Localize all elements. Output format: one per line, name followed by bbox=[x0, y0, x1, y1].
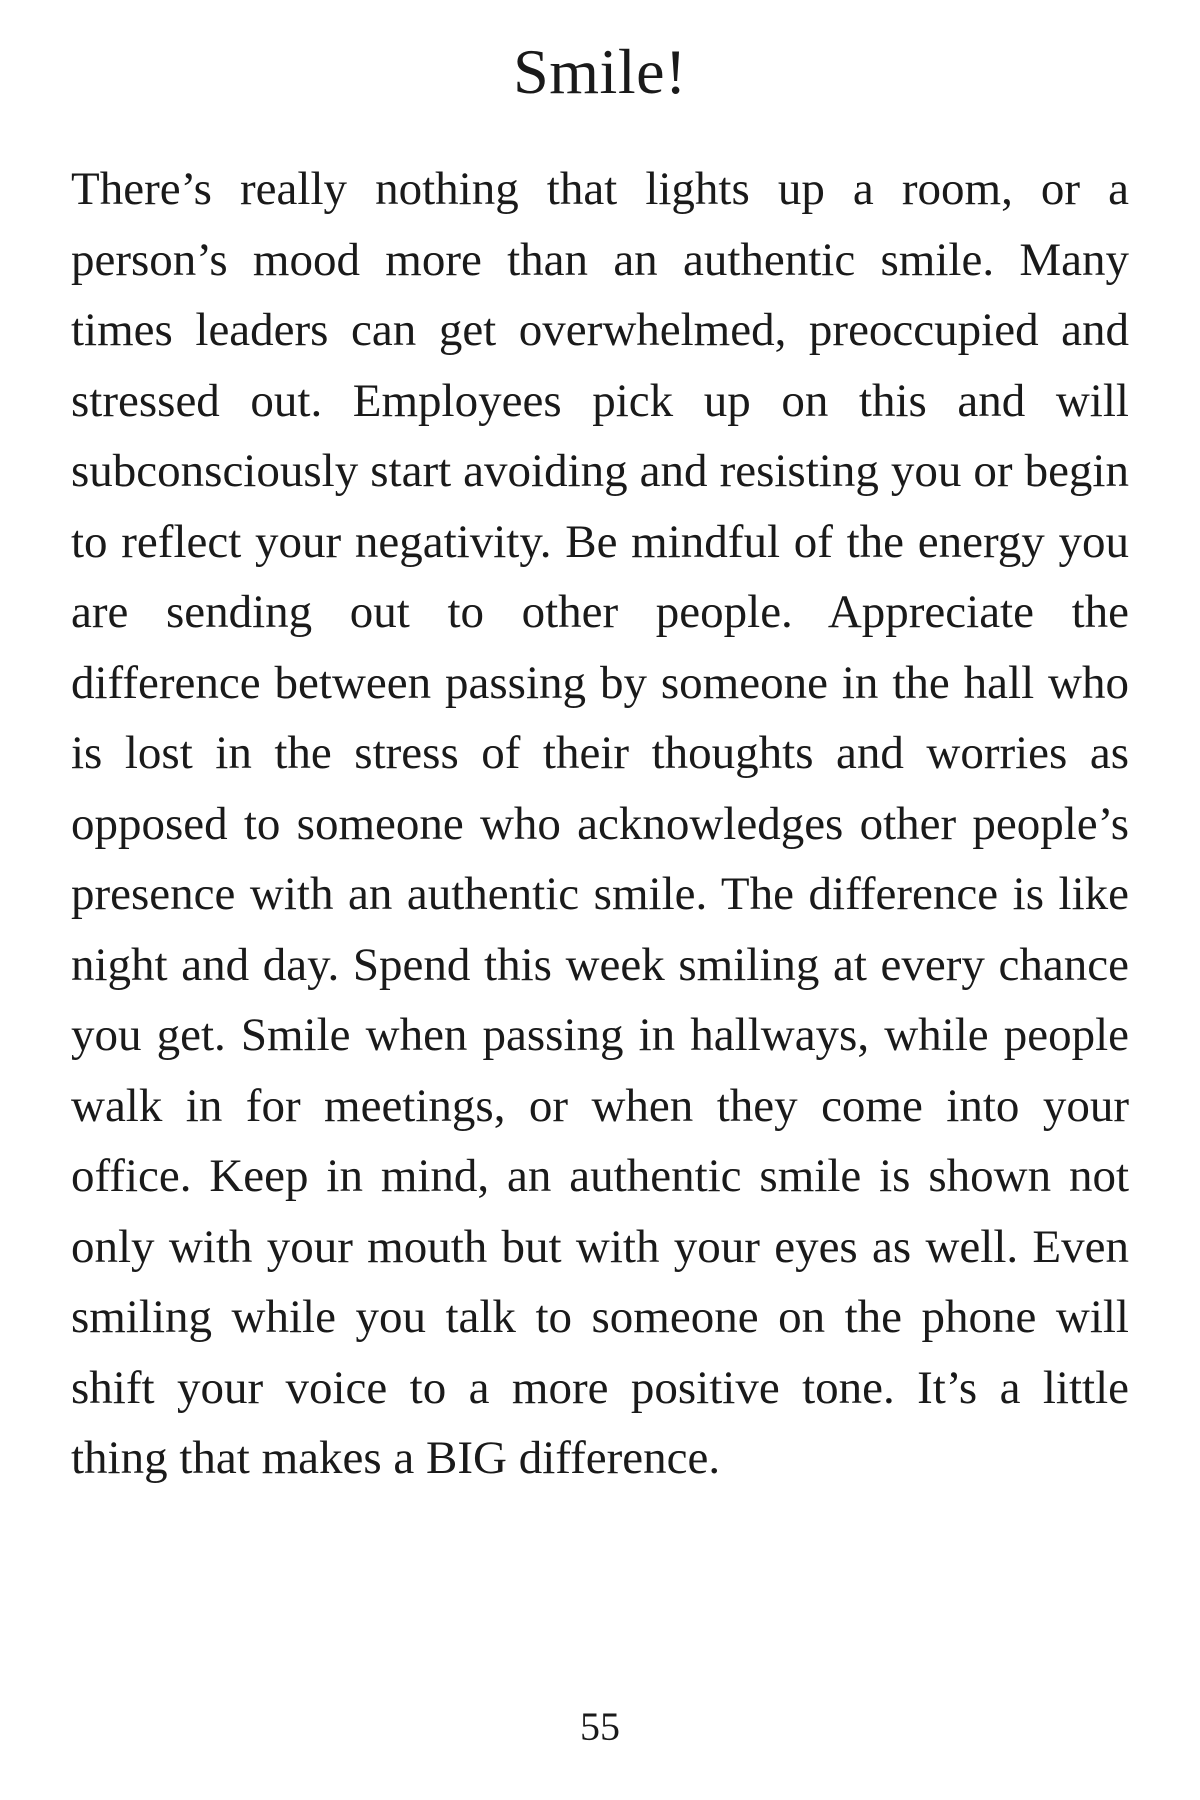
page-number: 55 bbox=[580, 1704, 620, 1749]
body-paragraph: There’s really nothing that lights up a room, or a person’s mood more than an authentic smile. Many times leaders can get overwhelmed, preoccupied and stressed out. Employees pick up on this and will subconsciously start avoiding and resisting you or begin to reflect your negativity. Be mindful of the energy you are sending out to other people. Appreciate the difference between passing by someone in the hall who is lost in the stress of their thoughts and worries as opposed to someone who acknowledges other people’s presence with an authentic smile. The difference is like night and day. Spend this week smiling at every chance you get. Smile when passing in hallways, while people walk in for meetings, or when they come into your office. Keep in mind, an authentic smile is shown not only with your mouth but with your eyes as well. Even smiling while you talk to someone on the phone will shift your voice to a more positive tone. It’s a little thing that makes a BIG difference. bbox=[71, 163, 1129, 1484]
page-title: Smile! bbox=[513, 36, 687, 107]
